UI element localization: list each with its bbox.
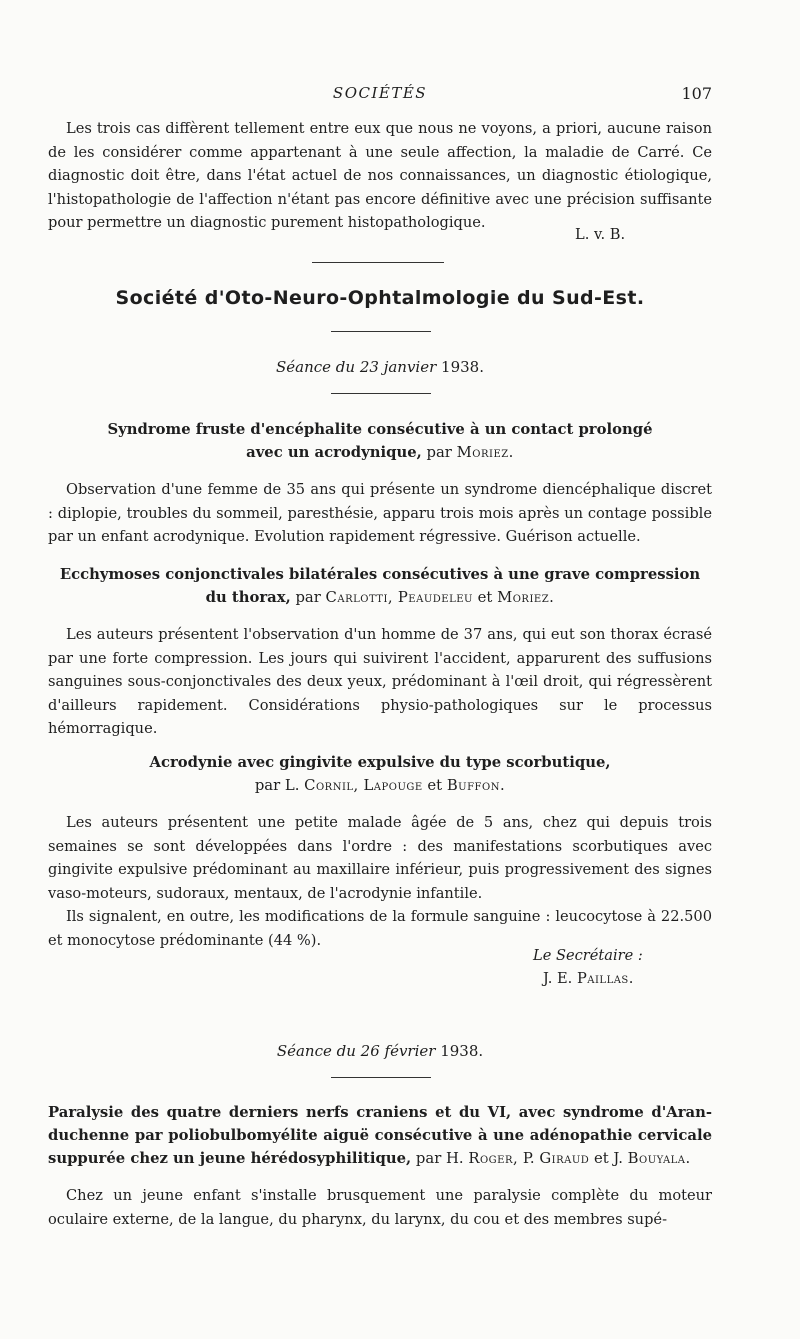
seance-2-label: Séance du 26 février: [276, 1042, 436, 1060]
article-4-title-text: Paralysie des quatre derniers nerfs craniens et du VI, avec syndrome d'Aran-duchenne par poliobulbomyélite aiguë consécutive à une adénopathie cervicale suppurée chez un jeune hérédosyphilitique,: [48, 1104, 712, 1167]
article-3-title: [48, 751, 712, 797]
article-4-author-2-prefix: P.: [522, 1150, 535, 1167]
section-divider: [331, 1077, 431, 1078]
page-number: 107: [681, 84, 712, 103]
article-1: [48, 418, 712, 549]
article-1-par: par: [426, 444, 452, 461]
article-4-title: [48, 1101, 712, 1170]
seance-1-label: Séance du 23 janvier: [276, 358, 437, 376]
article-4-et: et J.: [594, 1150, 623, 1167]
article-3-author-3: Buffon.: [446, 777, 506, 794]
article-2-body: Les auteurs présentent l'observation d'un homme de 37 ans, qui eut son thorax écrasé par une forte compression. Les jours qui suivirent l'accident, apparurent des suffusions sanguines sous-conjonctivales des deux yeux, prédominant à l'œil droit, qui régressèrent d'ailleurs rapidement. Considérations physio-pathologiques sur le processus hémorragique.: [48, 626, 712, 737]
article-2-title-line1: Ecchymoses conjonctivales bilatérales consécutives à une grave compression: [59, 566, 701, 583]
running-title: SOCIÉTÉS: [332, 84, 428, 102]
article-2: [48, 563, 712, 741]
section-divider: [331, 393, 431, 394]
article-4-author-1: Roger,: [468, 1150, 519, 1167]
seance-1-year: 1938.: [441, 358, 484, 376]
article-3-body-2: Ils signalent, en outre, les modifications de la formule sanguine : leucocytose à 22.500 et monocytose prédominante (44 %).: [48, 908, 712, 949]
article-2-title: [48, 563, 712, 609]
article-3-par: par L.: [254, 777, 300, 794]
secretary-initials: J. E.: [543, 970, 573, 987]
article-3-author-1: Cornil,: [304, 777, 359, 794]
article-4-author-3: Bouyala.: [627, 1150, 691, 1167]
secretary-name-line: [533, 967, 643, 990]
article-4-par: par H.: [415, 1150, 464, 1167]
article-2-title-line2: du thorax,: [205, 589, 291, 606]
seance-1-heading: [48, 358, 712, 376]
article-1-title: [48, 418, 712, 464]
article-1-title-line1: Syndrome fruste d'encéphalite consécutive à un contact prolongé: [107, 421, 653, 438]
page-header: [48, 84, 712, 106]
society-title: Société d'Oto-Neuro-Ophtalmologie du Sud-Est.: [115, 287, 645, 309]
article-4-author-2: Giraud: [539, 1150, 590, 1167]
article-2-author-1: Carlotti,: [325, 589, 394, 606]
article-2-par: par: [295, 589, 321, 606]
article-4-body: Chez un jeune enfant s'installe brusquement une paralysie complète du moteur oculaire externe, de la langue, du pharynx, du larynx, du cou et des membres supé-: [48, 1187, 712, 1228]
section-divider: [331, 331, 431, 332]
article-3-et: et: [427, 777, 443, 794]
seance-2-year: 1938.: [440, 1042, 484, 1060]
article-4: [48, 1101, 712, 1231]
secretary-role: Le Secrétaire :: [533, 947, 643, 964]
seance-2-heading: [48, 1042, 712, 1060]
secretary-signature: [533, 944, 643, 990]
article-3-author-2: Lapouge: [363, 777, 423, 794]
article-1-title-line2: avec un acrodynique,: [246, 444, 422, 461]
intro-signature: L. v. B.: [575, 226, 626, 243]
article-2-et: et: [477, 589, 493, 606]
article-1-body: Observation d'une femme de 35 ans qui présente un syndrome diencéphalique discret : diplopie, troubles du sommeil, paresthésie, apparu trois mois après un contage possible par un enfant acrodynique. Evolution rapidement régressive. Guérison actuelle.: [48, 481, 712, 545]
section-divider: [312, 262, 444, 263]
article-2-author-3: Moriez.: [497, 589, 555, 606]
article-3: [48, 751, 712, 952]
article-3-title-line1: Acrodynie avec gingivite expulsive du type scorbutique,: [149, 754, 611, 771]
intro-block: [48, 117, 712, 235]
article-2-author-2: Peaudeleu: [397, 589, 473, 606]
article-3-body-1: Les auteurs présentent une petite malade âgée de 5 ans, chez qui depuis trois semaines se sont développées dans l'ordre : des manifestations scorbutiques avec gingivite expulsive prédominant au maxillaire inférieur, puis progressivement des signes vaso-moteurs, sudoraux, mentaux, de l'acrodynie infantile.: [48, 814, 712, 902]
intro-paragraph: Les trois cas diffèrent tellement entre eux que nous ne voyons, a priori, aucune raison de les considérer comme appartenant à une seule affection, la maladie de Carré. Ce diagnostic doit être, dans l'état actuel de nos connaissances, un diagnostic étiologique, l'histopathologie de l'affection n'étant pas encore définitive avec une précision suffisante pour permettre un diagnostic purement histopathologique.: [48, 120, 712, 231]
article-1-author: Moriez.: [456, 444, 514, 461]
secretary-name: Paillas.: [576, 970, 634, 987]
